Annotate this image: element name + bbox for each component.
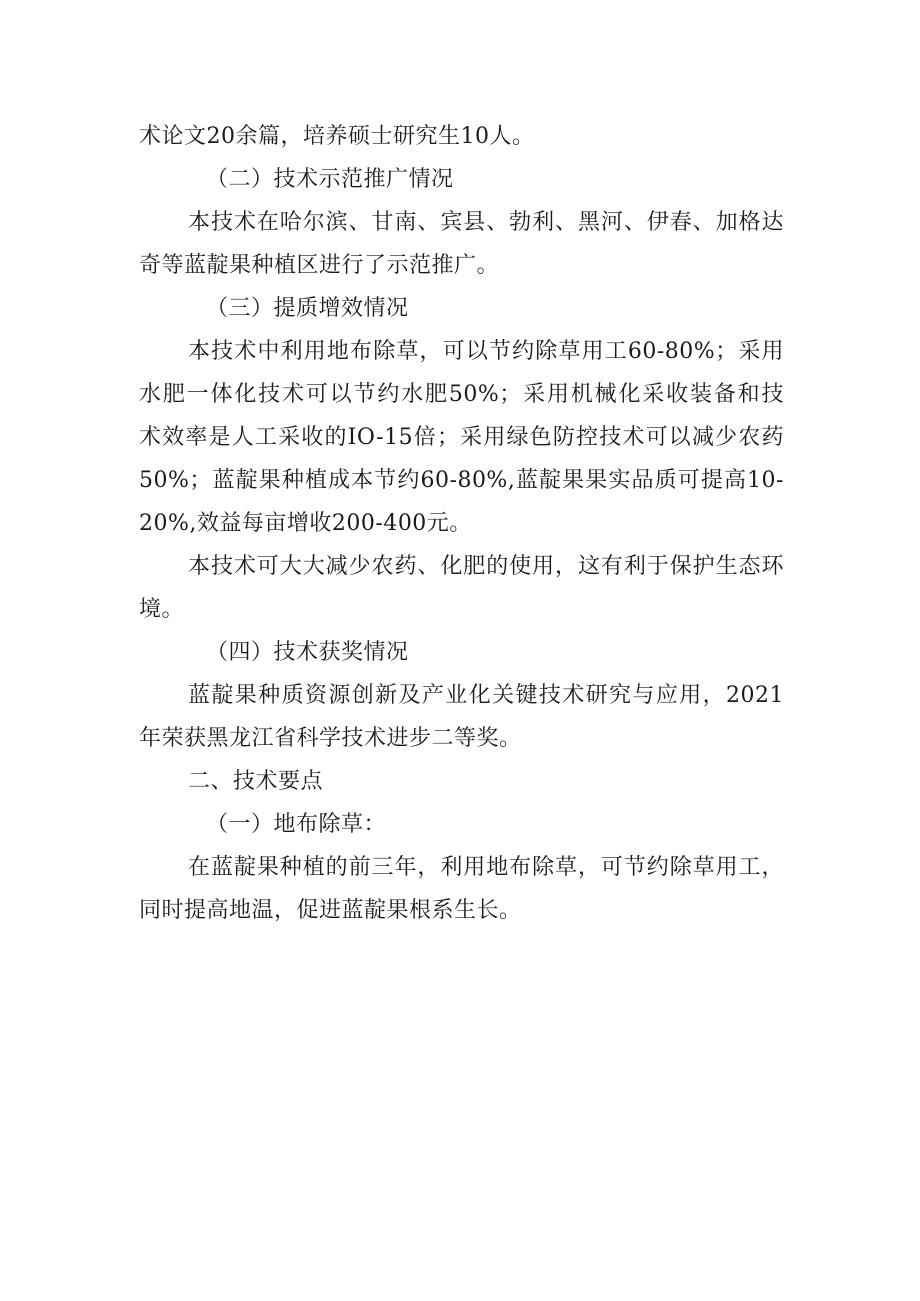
ecology-paragraph-line-1: 本技术可大大减少农药、化肥的使用，这有利于保护生态环 [188,554,784,579]
quality-section-heading: （三）提质增效情况 [206,296,409,321]
ecology-paragraph-line-2: 境。 [139,597,185,622]
weeding-paragraph-line-2: 同时提高地温，促进蓝靛果根系生长。 [139,898,522,923]
quality-paragraph-line-1: 本技术中利用地布除草，可以节约除草用工60-80%；采用 [188,339,784,364]
demo-paragraph-line-1: 本技术在哈尔滨、甘南、宾县、勃利、黑河、伊春、加格达 [188,210,784,235]
demo-paragraph-line-2: 奇等蓝靛果种植区进行了示范推广。 [139,253,500,278]
weeding-paragraph-line-1: 在蓝靛果种植的前三年，利用地布除草，可节约除草用工， [188,855,784,880]
quality-paragraph-line-4: 50%；蓝靛果种植成本节约60-80%,蓝靛果果实品质可提高10- [139,468,784,493]
quality-paragraph-line-2: 水肥一体化技术可以节约水肥50%；采用机械化采收装备和技 [139,382,784,407]
demo-section-heading: （二）技术示范推广情况 [206,167,454,192]
awards-paragraph-line-1: 蓝靛果种质资源创新及产业化关键技术研究与应用，2021 [188,683,784,708]
ground-cloth-weeding-subheading: （一）地布除草： [206,812,387,837]
technical-points-heading: 二、技术要点 [188,769,324,794]
quality-paragraph-line-3: 术效率是人工采收的IO-15倍；采用绿色防控技术可以减少农药 [139,425,784,450]
awards-paragraph-line-2: 年荣获黑龙江省科学技术进步二等奖。 [139,726,522,751]
awards-section-heading: （四）技术获奖情况 [206,640,409,665]
intro-paragraph-line-1: 术论文20余篇，培养硕士研究生10人。 [139,124,535,149]
quality-paragraph-line-5: 20%,效益每亩增收200-400元。 [139,511,472,536]
